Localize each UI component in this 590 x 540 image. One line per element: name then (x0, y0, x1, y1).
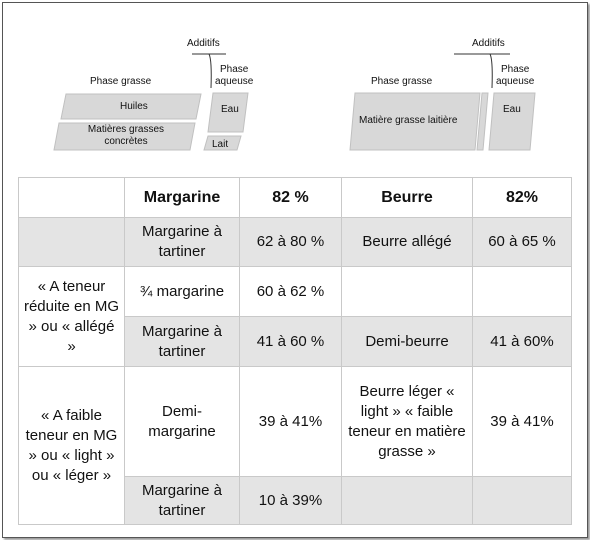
beurre-pct-cell-empty (473, 267, 572, 317)
beurre-header: Beurre (342, 178, 473, 218)
left-lait-label: Lait (212, 139, 229, 150)
margarine-name-cell: Margarine à tartiner (125, 218, 240, 267)
beurre-name-cell: Beurre allégé (342, 218, 473, 267)
margarine-pct-cell: 62 à 80 % (240, 218, 342, 267)
beurre-pct-header: 82% (473, 178, 572, 218)
left-phase-grasse-label: Phase grasse (90, 76, 152, 87)
right-eau-label: Eau (503, 104, 521, 115)
margarine-pct-cell: 39 à 41% (240, 367, 342, 477)
right-matiere-laitiere-label: Matière grasse laitière (359, 115, 458, 126)
beurre-name-cell: Beurre léger « light » « faible teneur en matière grasse » (342, 367, 473, 477)
table-row (19, 367, 572, 477)
empty-header-cell (19, 178, 125, 218)
beurre-name-cell: Demi-beurre (342, 317, 473, 367)
left-phase-aqueuse-label: Phase aqueuse (215, 64, 254, 87)
right-phase-grasse-label: Phase grasse (371, 76, 433, 87)
margarine-name-cell: Margarine à tartiner (125, 317, 240, 367)
beurre-pct-cell-empty (473, 477, 572, 525)
beurre-name-cell-empty (342, 477, 473, 525)
category-reduite-cell: « A teneur réduite en MG » ou « allégé » (19, 267, 125, 367)
beurre-pct-cell: 39 à 41% (473, 367, 572, 477)
margarine-header: Margarine (125, 178, 240, 218)
beurre-pct-cell: 60 à 65 % (473, 218, 572, 267)
right-eau-block (489, 93, 535, 150)
table-row (19, 218, 572, 267)
margarine-pct-header: 82 % (240, 178, 342, 218)
right-phase-aqueuse-label: Phase aqueuse (496, 64, 535, 87)
margarine-pct-cell: 41 à 60 % (240, 317, 342, 367)
margarine-pct-cell: 60 à 62 % (240, 267, 342, 317)
right-additifs-label: Additifs (472, 38, 505, 49)
beurre-pct-cell: 41 à 60% (473, 317, 572, 367)
table-header-row (19, 178, 572, 218)
left-huiles-label: Huiles (120, 101, 148, 112)
left-eau-label: Eau (221, 104, 239, 115)
left-additifs-label: Additifs (187, 38, 220, 49)
left-matieres-grasses-label: Matières grasses concrètes (87, 124, 165, 147)
margarine-name-cell: ¾ margarine (125, 267, 240, 317)
composition-diagram (0, 0, 590, 168)
table-row (19, 267, 572, 317)
fat-content-table (18, 177, 572, 525)
beurre-name-cell-empty (342, 267, 473, 317)
empty-category-cell (19, 218, 125, 267)
margarine-name-cell: Demi-margarine (125, 367, 240, 477)
margarine-pct-cell: 10 à 39% (240, 477, 342, 525)
category-faible-cell: « A faible teneur en MG » ou « light » ou « léger » (19, 367, 125, 525)
margarine-name-cell: Margarine à tartiner (125, 477, 240, 525)
